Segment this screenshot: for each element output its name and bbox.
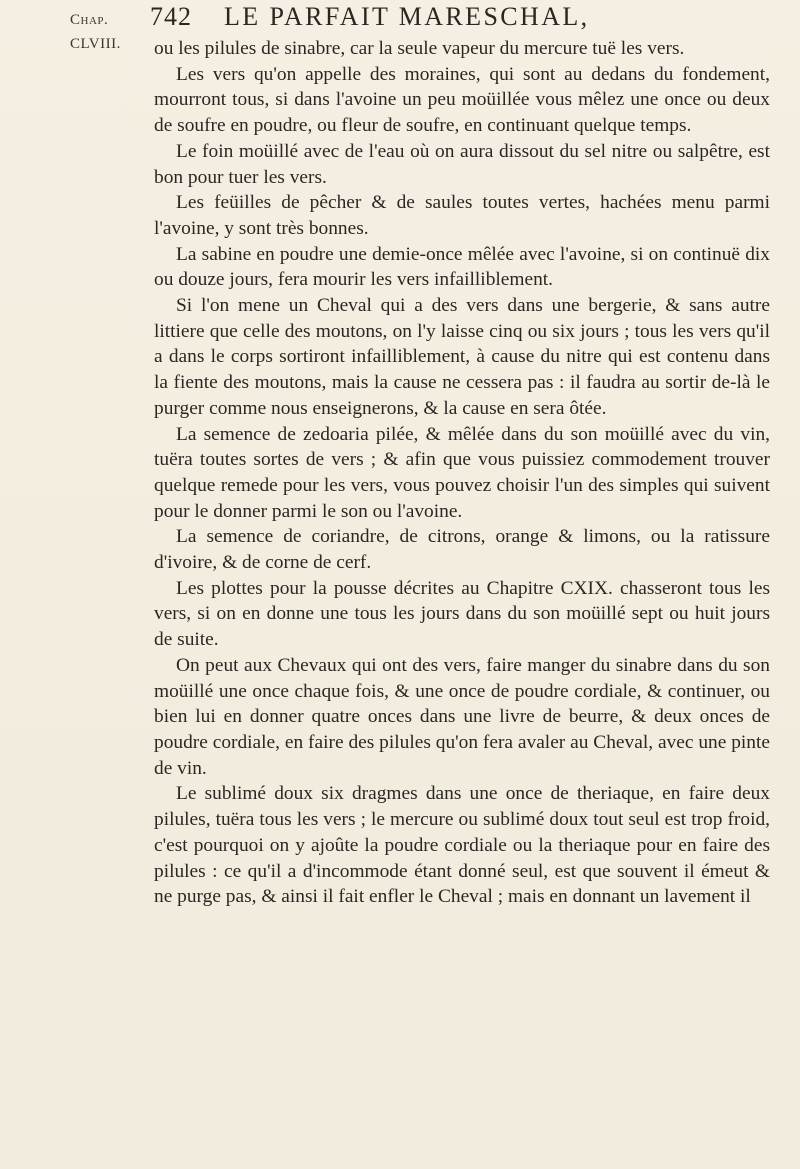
paragraph: Les feüilles de pêcher & de saules toutes vertes, hachées menu parmi l'avoine, y sont très bonnes. xyxy=(154,192,770,239)
paragraph: Les plottes pour la pousse décrites au Chapitre CXIX. chasseront tous les vers, si on en donne une tous les jours dans du son moüillé sept ou huit jours de suite. xyxy=(154,577,770,651)
body-text xyxy=(154,36,770,910)
margin-note xyxy=(70,8,121,56)
paragraph: Les vers qu'on appelle des moraines, qui sont au dedans du fondement, mourront tous, si dans l'avoine un peu moüillée vous mêlez une once ou deux de soufre en poudre, ou fleur de soufre, en continuant quelque temps. xyxy=(154,63,770,137)
paragraph: La semence de zedoaria pilée, & mêlée dans du son moüillé avec du vin, tuëra toutes sortes de vers ; & afin que vous puissiez commodement trouver quelque remede pour les vers, vous pouvez choisir l'un des simples qui suivent pour le donner parmi le son ou l'avoine. xyxy=(154,423,770,522)
paragraph: La semence de coriandre, de citrons, orange & limons, ou la ratissure d'ivoire, & de corne de cerf. xyxy=(154,526,770,574)
paragraph: Le sublimé doux six dragmes dans une once de theriaque, en faire deux pilules, tuëra tous les vers ; le mercure ou sublimé doux tout seul est trop froid, c'est pourquoi on y ajoûte la poudre cordiale ou la theriaque pour en faire des pilules : ce qu'il a d'incommode étant donné seul, est que souvent il émeut & ne purge pas, & ainsi il fait enfler le Cheval ; mais en donnant un lavement il xyxy=(154,783,770,908)
paragraph: Le foin moüillé avec de l'eau où on aura dissout du sel nitre ou salpêtre, est bon pour tuer les vers. xyxy=(154,140,770,188)
chapter-number: CLVIII. xyxy=(70,36,121,52)
running-title: LE PARFAIT MARESCHAL, xyxy=(224,2,590,31)
page-number: 742 xyxy=(150,2,192,31)
paragraph: ou les pilules de sinabre, car la seule vapeur du mercure tuë les vers. xyxy=(154,38,685,59)
paragraph: La sabine en poudre une demie-once mêlée avec l'avoine, si on continuë dix ou douze jours, fera mourir les vers infailliblement. xyxy=(154,243,770,291)
chapter-label: Chap. xyxy=(70,12,109,28)
paragraph: Si l'on mene un Cheval qui a des vers dans une bergerie, & sans autre littiere que celle des moutons, on l'y laisse cinq ou six jours ; tous les vers qu'il a dans le corps sortiront infailliblement, à cause du nitre qui est contenu dans la fiente des moutons, mais la cause ne cessera pas : il faudra au sortir de-là le purger comme nous enseignerons, & la cause en sera ôtée. xyxy=(154,295,770,419)
paragraph: On peut aux Chevaux qui ont des vers, faire manger du sinabre dans du son moüillé une once chaque fois, & une once de poudre cordiale, & continuer, ou bien lui en donner quatre onces dans une livre de beurre, & deux onces de poudre cordiale, en faire des pilules qu'on fera avaler au Cheval, avec une pinte de vin. xyxy=(154,654,770,779)
